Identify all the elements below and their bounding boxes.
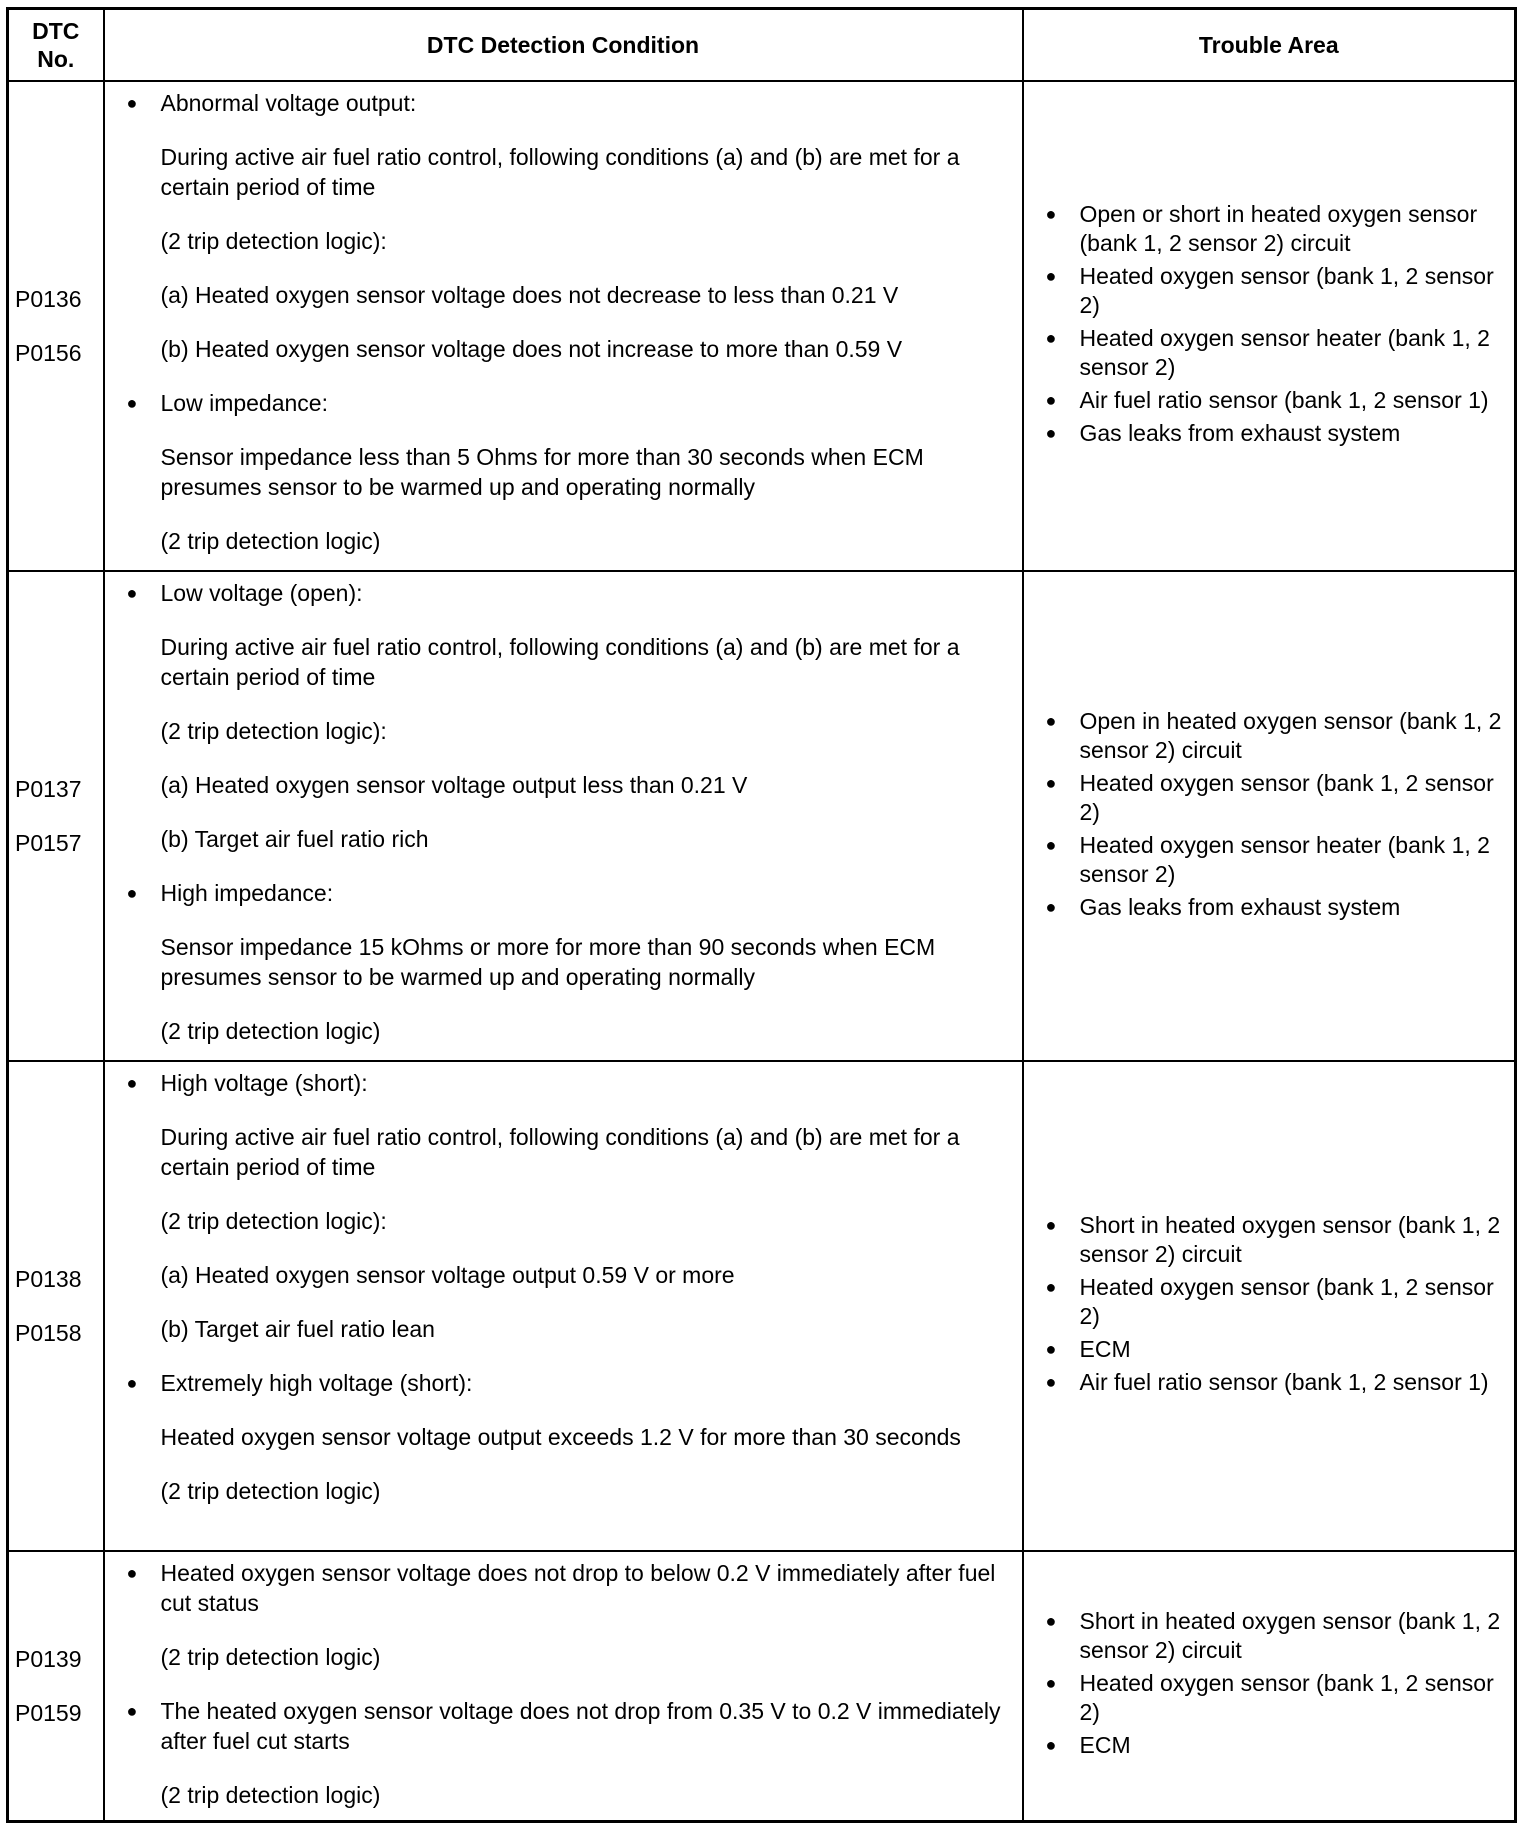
condition-text: Sensor impedance less than 5 Ohms for more than 30 seconds when ECM presumes sensor to be warmed up and operating normally [160,444,924,500]
condition-bullet: ● Abnormal voltage output: [105,88,1014,118]
trouble-area-item: ● Open in heated oxygen sensor (bank 1, 2 sensor 2) circuit [1024,707,1509,765]
header-detection-condition: DTC Detection Condition [104,9,1023,82]
condition-text: During active air fuel ratio control, following conditions (a) and (b) are met for a certain period of time [160,1124,960,1180]
trouble-area-item: ● Short in heated oxygen sensor (bank 1, 2 sensor 2) circuit [1024,1607,1509,1665]
dtc-code: P0158 [15,1320,82,1346]
condition-text: Sensor impedance 15 kOhms or more for more than 90 seconds when ECM presumes sensor to be warmed up and operating normally [160,934,936,990]
trouble-area-cell [1023,571,1516,1061]
condition-text: (a) Heated oxygen sensor voltage output less than 0.21 V [160,772,748,798]
condition-text: (2 trip detection logic) [160,1018,381,1044]
header-row [8,9,1516,82]
condition-text: (a) Heated oxygen sensor voltage does not decrease to less than 0.21 V [160,282,899,308]
condition-text: (2 trip detection logic): [160,1208,387,1234]
condition-bullet: ● Extremely high voltage (short): [105,1368,1014,1398]
trouble-area-item: ● Gas leaks from exhaust system [1024,893,1509,922]
condition-text: (2 trip detection logic) [160,1478,381,1504]
dtc-table-container [6,7,1514,1807]
trouble-area-item: ● Short in heated oxygen sensor (bank 1, 2 sensor 2) circuit [1024,1211,1509,1269]
condition-text: (b) Target air fuel ratio rich [160,826,429,852]
trouble-area-item: ● Heated oxygen sensor heater (bank 1, 2 sensor 2) [1024,831,1509,889]
condition-bullet: ● Low impedance: [105,388,1014,418]
table-row [8,1551,1516,1821]
trouble-area-cell [1023,1061,1516,1551]
condition-text: (b) Heated oxygen sensor voltage does not increase to more than 0.59 V [160,336,903,362]
condition-text: (2 trip detection logic): [160,718,387,744]
trouble-area-item: ● Heated oxygen sensor (bank 1, 2 sensor 2) [1024,1273,1509,1331]
detection-condition-cell [104,81,1023,571]
trouble-area-item: ● Gas leaks from exhaust system [1024,419,1509,448]
trouble-area-item: ● ECM [1024,1731,1509,1760]
trouble-area-item: ● Air fuel ratio sensor (bank 1, 2 sensor 1) [1024,1368,1509,1397]
condition-text: Heated oxygen sensor voltage output exceeds 1.2 V for more than 30 seconds [160,1424,961,1450]
detection-condition-cell [104,571,1023,1061]
trouble-area-item: ● Air fuel ratio sensor (bank 1, 2 sensor 1) [1024,386,1509,415]
table-row [8,1061,1516,1551]
dtc-code: P0159 [15,1699,82,1726]
table-row [8,571,1516,1061]
dtc-code: P0138 [15,1266,82,1292]
table-row [8,81,1516,571]
condition-bullet: ● Heated oxygen sensor voltage does not drop to below 0.2 V immediately after fuel cut status [105,1558,1014,1618]
trouble-area-item: ● Heated oxygen sensor heater (bank 1, 2 sensor 2) [1024,324,1509,382]
condition-text: (a) Heated oxygen sensor voltage output 0.59 V or more [160,1262,735,1288]
trouble-area-cell [1023,81,1516,571]
dtc-code-cell [8,571,104,1061]
dtc-code: P0139 [15,1645,82,1672]
detection-condition-cell [104,1551,1023,1821]
dtc-table [6,7,1517,1823]
condition-text: (2 trip detection logic) [160,1644,381,1670]
trouble-area-cell [1023,1551,1516,1821]
condition-text: (2 trip detection logic) [160,1782,381,1808]
trouble-area-item: ● Heated oxygen sensor (bank 1, 2 sensor 2) [1024,769,1509,827]
trouble-area-item: ● ECM [1024,1335,1509,1364]
header-trouble-area: Trouble Area [1023,9,1516,82]
trouble-area-item: ● Open or short in heated oxygen sensor (bank 1, 2 sensor 2) circuit [1024,200,1509,258]
trouble-area-item: ● Heated oxygen sensor (bank 1, 2 sensor 2) [1024,262,1509,320]
condition-text: During active air fuel ratio control, following conditions (a) and (b) are met for a certain period of time [160,144,960,200]
condition-text: During active air fuel ratio control, following conditions (a) and (b) are met for a certain period of time [160,634,960,690]
condition-text: (b) Target air fuel ratio lean [160,1316,435,1342]
trouble-area-item: ● Heated oxygen sensor (bank 1, 2 sensor 2) [1024,1669,1509,1727]
dtc-code: P0136 [15,286,82,312]
condition-text: (2 trip detection logic): [160,228,387,254]
condition-text: (2 trip detection logic) [160,528,381,554]
dtc-code-cell [8,81,104,571]
condition-bullet: ● High voltage (short): [105,1068,1014,1098]
header-dtc-no: DTC No. [8,9,104,82]
condition-bullet: ● Low voltage (open): [105,578,1014,608]
dtc-code: P0137 [15,776,82,802]
detection-condition-cell [104,1061,1023,1551]
dtc-code-cell [8,1061,104,1551]
condition-bullet: ● The heated oxygen sensor voltage does not drop from 0.35 V to 0.2 V immediately after fuel cut starts [105,1696,1014,1756]
dtc-code-cell [8,1551,104,1821]
dtc-code: P0157 [15,830,82,856]
condition-bullet: ● High impedance: [105,878,1014,908]
dtc-code: P0156 [15,340,82,366]
